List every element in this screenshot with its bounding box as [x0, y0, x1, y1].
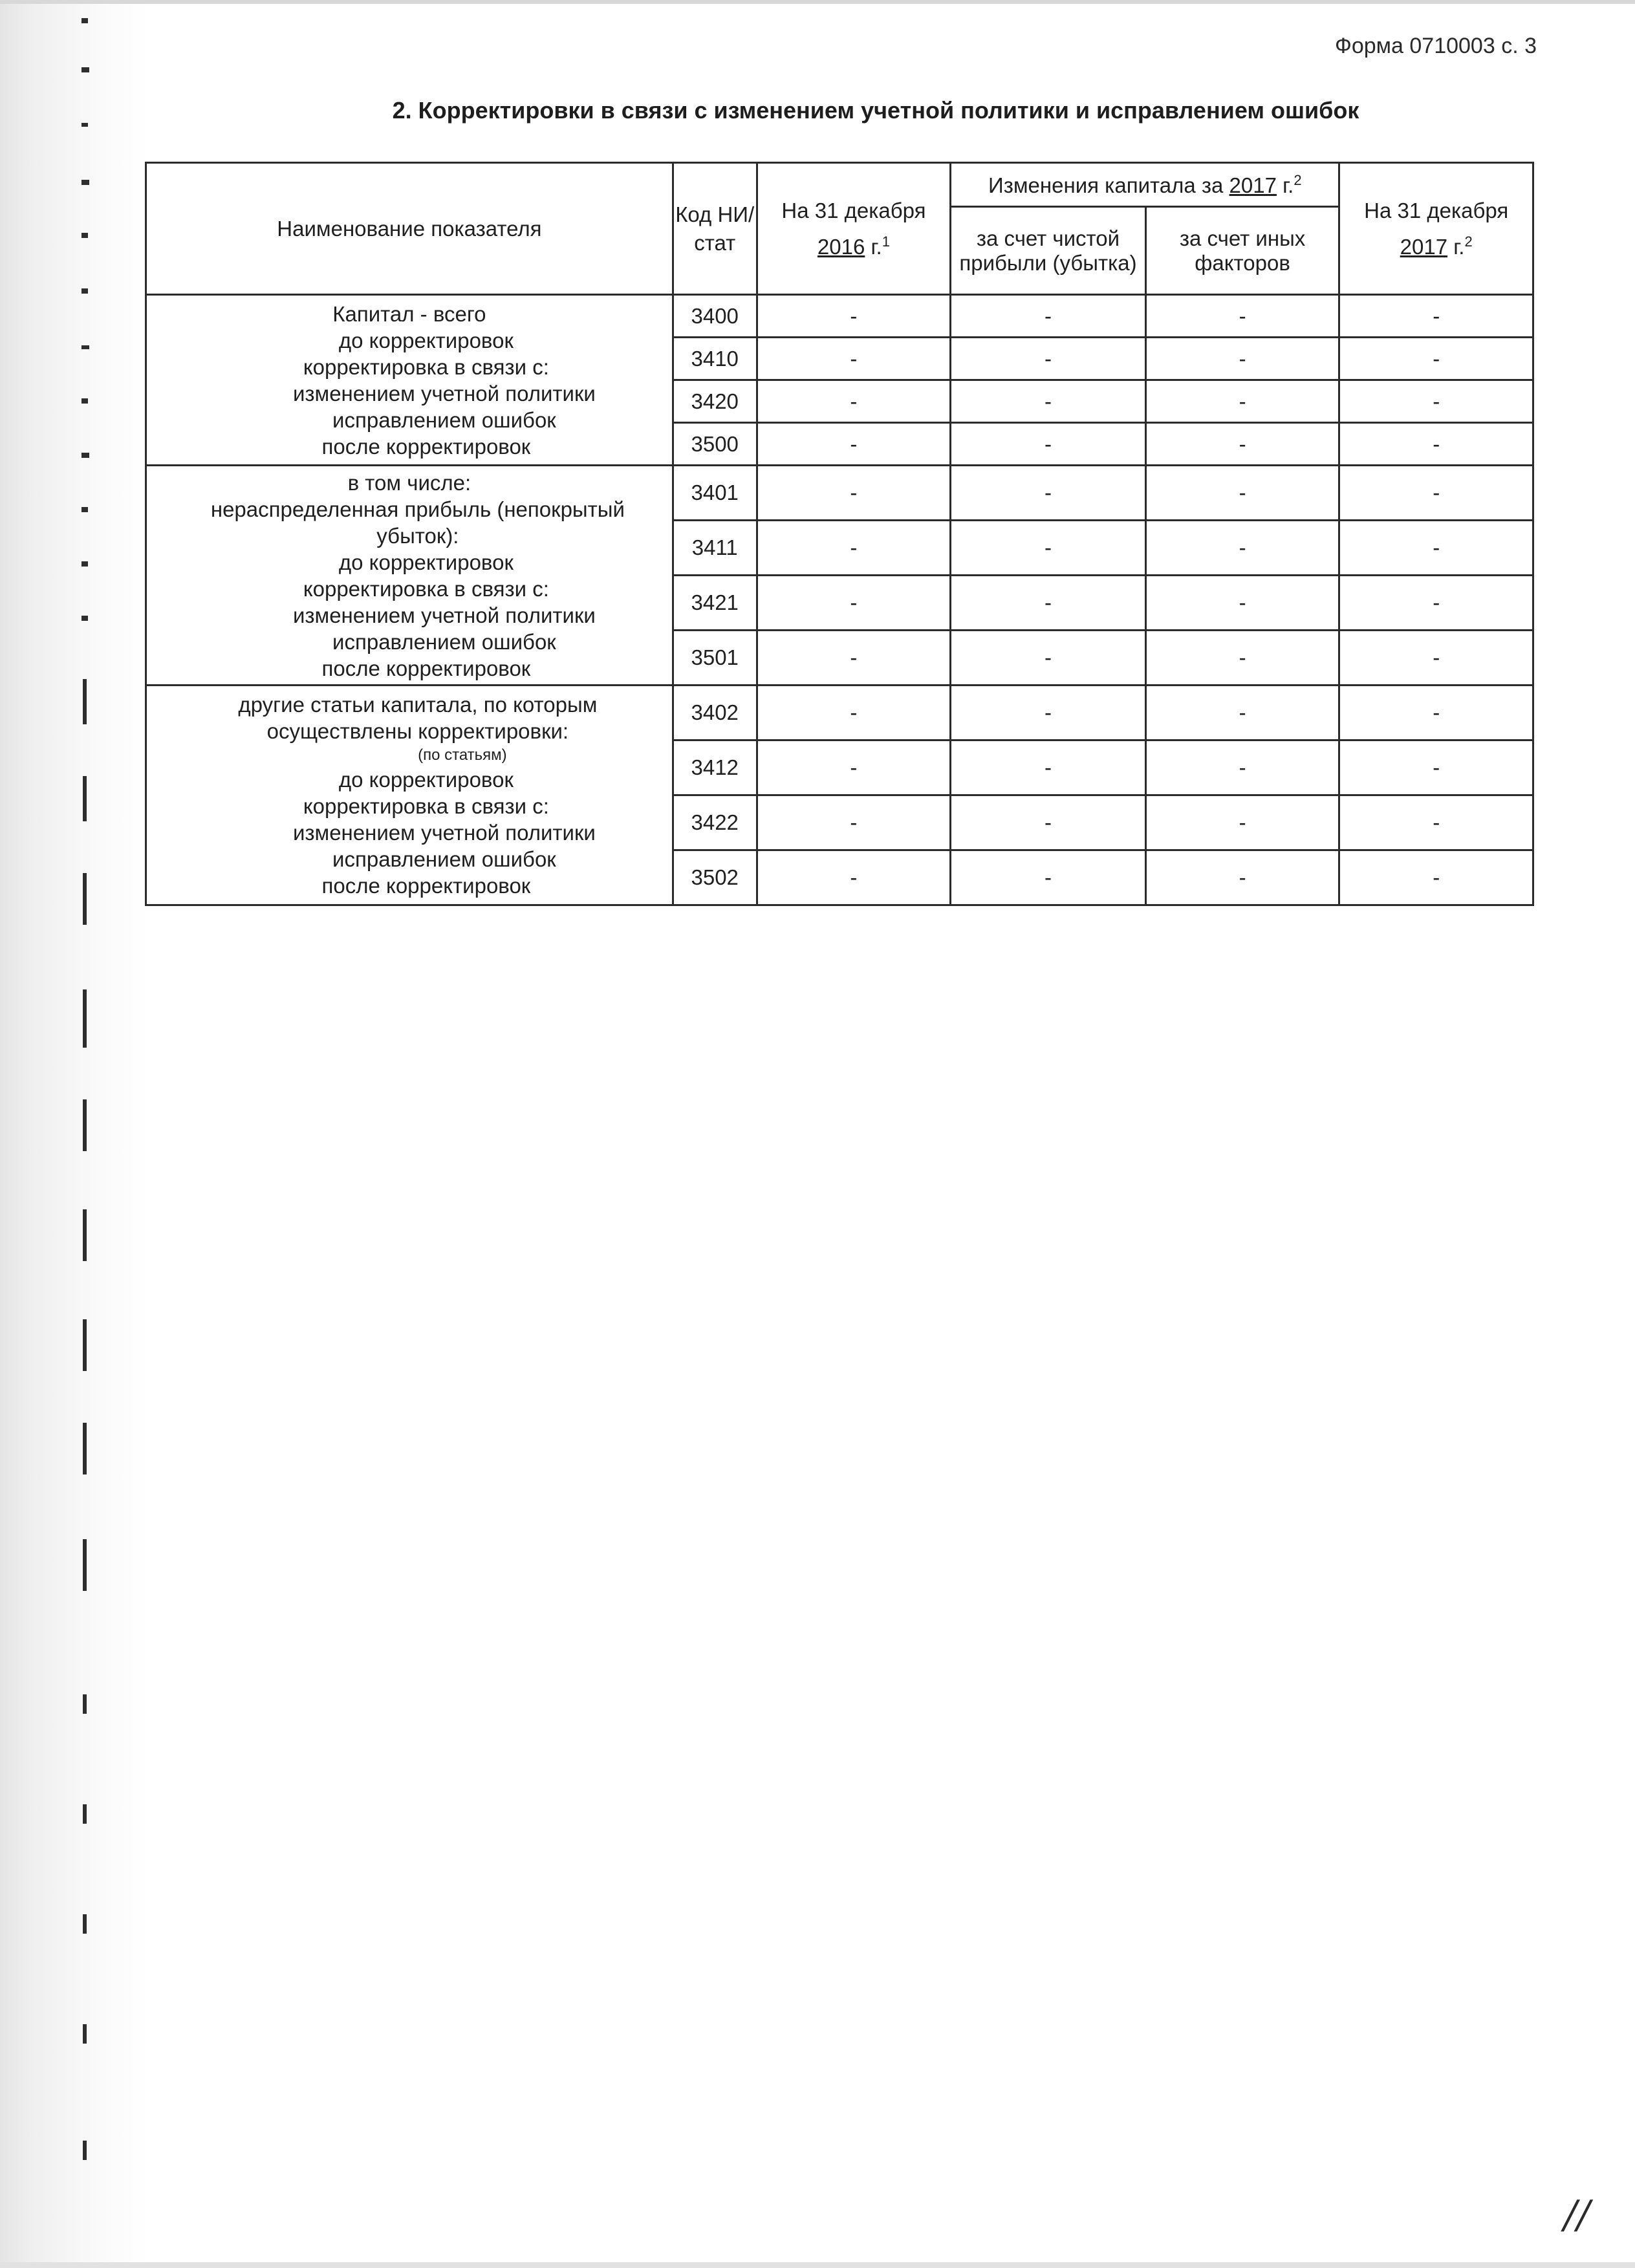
cell-value: -	[951, 850, 1146, 905]
header-dec31-cur-label: На 31 декабря	[1364, 198, 1509, 222]
cell-value: -	[757, 295, 951, 338]
cell-value: -	[1339, 338, 1533, 380]
row-code: 3400	[673, 295, 757, 338]
line-by-items: (по статьям)	[418, 746, 507, 764]
cell-value: -	[951, 795, 1146, 850]
cell-value: -	[1145, 423, 1339, 466]
line-corrected: осуществлены корректировки:	[266, 719, 569, 743]
line-correction: корректировка в связи с:	[303, 576, 549, 601]
line-after: после корректировок	[321, 434, 531, 459]
line-after: после корректировок	[321, 656, 531, 680]
cell-value: -	[1145, 466, 1339, 521]
header-dec31-prev-suffix: г.	[871, 234, 882, 259]
cell-value: -	[951, 740, 1146, 795]
corrections-table	[145, 162, 1534, 906]
cell-value: -	[1145, 576, 1339, 631]
row-code: 3421	[673, 576, 757, 631]
header-dec31-prev-note: 1	[882, 233, 890, 250]
cell-value: -	[1145, 795, 1339, 850]
cell-value: -	[1145, 850, 1339, 905]
cell-value: -	[1145, 380, 1339, 423]
row-code: 3502	[673, 850, 757, 905]
header-other: за счет иных факторов	[1145, 207, 1339, 295]
section-title: 2. Корректировки в связи с изменением учетной политики и исправлением ошибок	[392, 97, 1359, 124]
line-including: в том числе:	[347, 470, 471, 495]
handwritten-mark: //	[1564, 2192, 1590, 2238]
header-changes-year: 2017	[1229, 173, 1277, 197]
cell-value: -	[1339, 466, 1533, 521]
cell-value: -	[757, 740, 951, 795]
table-row	[146, 466, 1533, 521]
row-group-name-capital	[146, 295, 673, 466]
cell-value: -	[1339, 740, 1533, 795]
cell-value: -	[1339, 631, 1533, 686]
row-code: 3410	[673, 338, 757, 380]
row-code: 3402	[673, 686, 757, 740]
row-code: 3401	[673, 466, 757, 521]
row-code: 3501	[673, 631, 757, 686]
line-before: до корректировок	[338, 328, 514, 352]
line-correction: корректировка в связи с:	[303, 794, 549, 818]
cell-value: -	[1145, 338, 1339, 380]
cell-value: -	[1145, 740, 1339, 795]
row-code: 3411	[673, 521, 757, 576]
scanner-margin	[0, 0, 149, 2268]
cell-value: -	[757, 466, 951, 521]
cell-value: -	[951, 380, 1146, 423]
cell-value: -	[757, 795, 951, 850]
header-dec31-prev-label: На 31 декабря	[781, 198, 926, 222]
line-correction: корректировка в связи с:	[303, 354, 549, 379]
cell-value: -	[1339, 295, 1533, 338]
cell-value: -	[757, 576, 951, 631]
cell-value: -	[951, 423, 1146, 466]
line-retained-earnings: нераспределенная прибыль (непокрытый	[210, 497, 625, 521]
header-dec31-prev	[757, 163, 951, 295]
line-before: до корректировок	[338, 550, 514, 574]
line-error-fix: исправлением ошибок	[332, 629, 556, 654]
cell-value: -	[757, 686, 951, 740]
cell-value: -	[1339, 576, 1533, 631]
line-policy-change: изменением учетной политики	[292, 603, 596, 627]
header-profit: за счет чистой прибыли (убытка)	[951, 207, 1146, 295]
cell-value: -	[1339, 850, 1533, 905]
row-group-name-other	[146, 686, 673, 905]
line-error-fix: исправлением ошибок	[332, 407, 556, 432]
cell-value: -	[951, 338, 1146, 380]
header-dec31-cur-year: 2017	[1400, 234, 1448, 259]
header-changes	[951, 163, 1339, 207]
cell-value: -	[951, 521, 1146, 576]
cell-value: -	[951, 686, 1146, 740]
row-code: 3420	[673, 380, 757, 423]
line-error-fix: исправлением ошибок	[332, 847, 556, 871]
line-after: после корректировок	[321, 874, 531, 898]
scan-bottom-edge	[0, 2262, 1635, 2268]
row-code: 3422	[673, 795, 757, 850]
cell-value: -	[1339, 521, 1533, 576]
header-dec31-cur	[1339, 163, 1533, 295]
cell-value: -	[1339, 795, 1533, 850]
cell-value: -	[757, 380, 951, 423]
cell-value: -	[951, 466, 1146, 521]
cell-value: -	[1339, 423, 1533, 466]
table-row	[146, 295, 1533, 338]
cell-value: -	[951, 631, 1146, 686]
line-policy-change: изменением учетной политики	[292, 381, 596, 405]
header-code: Код НИ/ стат	[673, 163, 757, 295]
scan-top-edge	[0, 0, 1635, 4]
cell-value: -	[1339, 380, 1533, 423]
header-dec31-prev-year: 2016	[817, 234, 865, 259]
header-dec31-cur-note: 2	[1464, 233, 1473, 250]
cell-value: -	[757, 338, 951, 380]
line-other-items: другие статьи капитала, по которым	[238, 693, 598, 717]
cell-value: -	[757, 631, 951, 686]
cell-value: -	[757, 423, 951, 466]
line-capital-total: Капитал - всего	[332, 301, 486, 326]
row-code: 3500	[673, 423, 757, 466]
cell-value: -	[1145, 521, 1339, 576]
cell-value: -	[757, 850, 951, 905]
table-header-row	[146, 163, 1533, 207]
cell-value: -	[1145, 686, 1339, 740]
cell-value: -	[951, 295, 1146, 338]
cell-value: -	[951, 576, 1146, 631]
row-code: 3412	[673, 740, 757, 795]
table-row	[146, 686, 1533, 740]
line-policy-change: изменением учетной политики	[292, 821, 596, 845]
header-dec31-cur-suffix: г.	[1453, 234, 1465, 259]
header-changes-label: Изменения капитала за	[988, 173, 1224, 197]
line-loss: убыток):	[376, 523, 459, 548]
cell-value: -	[757, 521, 951, 576]
header-name: Наименование показателя	[146, 163, 673, 295]
cell-value: -	[1339, 686, 1533, 740]
header-changes-suffix: г.	[1283, 173, 1294, 197]
cell-value: -	[1145, 295, 1339, 338]
line-before: до корректировок	[338, 768, 514, 792]
header-changes-note: 2	[1294, 171, 1302, 188]
cell-value: -	[1145, 631, 1339, 686]
row-group-name-retained	[146, 466, 673, 686]
form-number: Форма 0710003 с. 3	[1334, 34, 1537, 58]
